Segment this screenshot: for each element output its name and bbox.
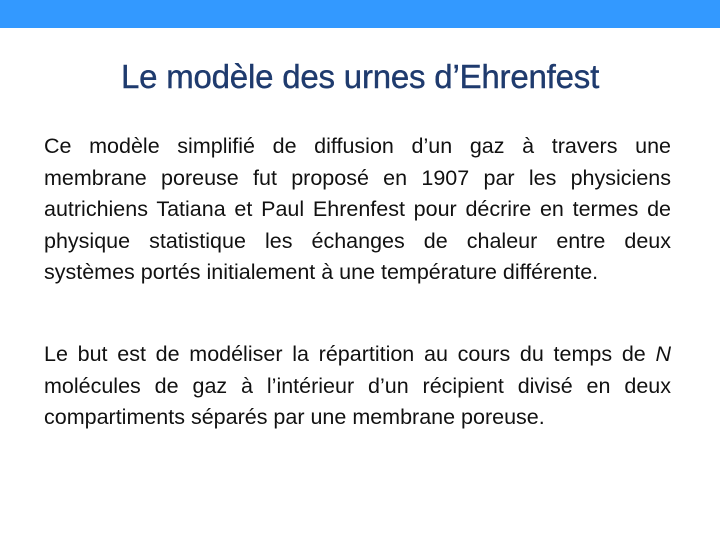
variable-n: N: [655, 341, 671, 366]
top-accent-bar: [0, 0, 720, 28]
paragraph-intro: Ce modèle simplifié de diffusion d’un gaz à travers une membrane poreuse fut proposé en 1907 par les physiciens autrichiens Tatiana et Paul Ehrenfest pour décrire en termes de physique statistique les échanges de chaleur entre deux systèmes portés initialement à une température différente.: [44, 134, 671, 285]
paragraph-goal-start: Le but est de modéliser la répartition au cours du temps de: [44, 341, 656, 366]
paragraph-goal-end: molécules de gaz à l’intérieur d’un récipient divisé en deux compartiments séparés par une membrane poreuse.: [44, 373, 671, 430]
slide-title: Le modèle des urnes d’Ehrenfest: [120, 58, 600, 95]
slide-body: [44, 131, 671, 434]
paragraph-goal: [44, 339, 671, 434]
